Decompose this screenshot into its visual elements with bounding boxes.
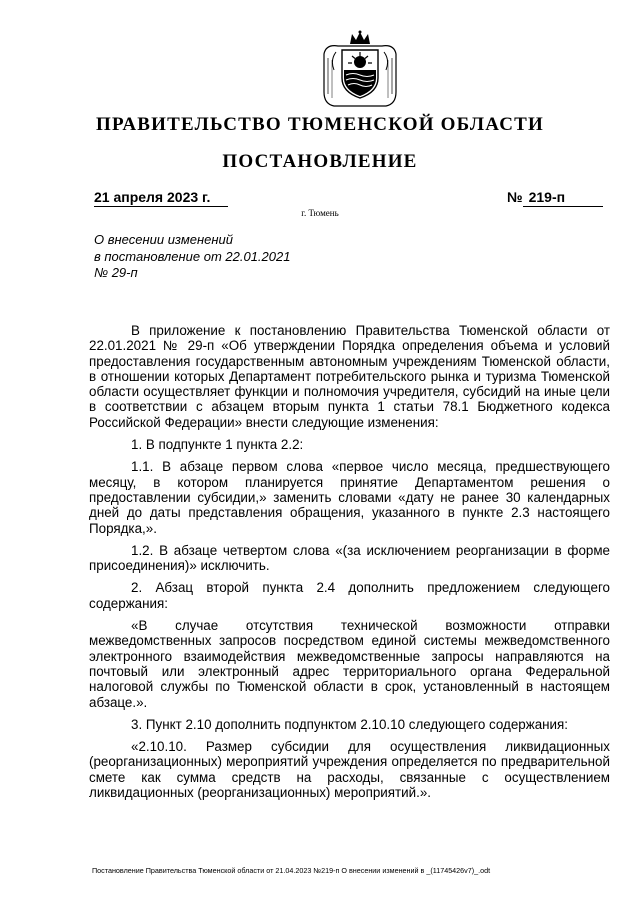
body-paragraph: 2. Абзац второй пункта 2.4 дополнить предложением следующего содержания: <box>89 580 610 611</box>
body-paragraph: 3. Пункт 2.10 дополнить подпунктом 2.10.10 следующего содержания: <box>131 716 568 732</box>
coat-of-arms-icon <box>316 30 404 108</box>
document-body <box>89 323 610 807</box>
page-footer: Постановление Правительства Тюменской области от 21.04.2023 №219-п О внесении изменений в _(11745426v7)_.odt <box>92 866 491 875</box>
document-number <box>507 189 603 207</box>
document-date: 21 апреля 2023 г. <box>94 189 228 207</box>
document-type: ПОСТАНОВЛЕНИЕ <box>222 151 418 172</box>
body-paragraph: 1.2. В абзаце четвертом слова «(за исключением реорганизации в форме присоединения)» исключить. <box>89 542 610 574</box>
body-paragraph: «В случае отсутствия технической возможности отправки межведомственных запросов посредством единой системы межведомственного электронного взаимодействия межведомственные запросы направляются на почтовый или электронный адрес территориального органа Федеральной налоговой службы по Тюменской области в срок, установленный в настоящем абзаце.». <box>89 618 610 710</box>
body-paragraph: 1. В подпункте 1 пункта 2.2: <box>131 437 304 453</box>
body-paragraph: В приложение к постановлению Правительства Тюменской области от 22.01.2021 № 29-п «Об утверждении Порядка определения объема и условий предоставления государственным автономным учреждениям Тюменской области, в отношении которых Департамент потребительского рынка и туризма Тюменской области осуществляет функции и полномочия учредителя, субсидий на иные цели в соответствии с абзацем вторым пункта 1 статьи 78.1 Бюджетного кодекса Российской Федерации» внести следующие изменения: <box>89 323 610 430</box>
subject-line: в постановление от 22.01.2021 <box>94 248 291 264</box>
government-title: ПРАВИТЕЛЬСТВО ТЮМЕНСКОЙ ОБЛАСТИ <box>95 114 545 135</box>
body-paragraph: «2.10.10. Размер субсидии для осуществления ликвидационных (реорганизационных) мероприятий учреждения определяется по предварительной смете как сумма средств на расходы, связанные с осуществлением ликвидационных (реорганизационных) мероприятий.». <box>89 739 610 801</box>
subject-line: О внесении изменений <box>94 232 233 247</box>
number-value: 219-п <box>523 189 603 207</box>
subject-line: № 29-п <box>94 265 138 280</box>
body-paragraph: 1.1. В абзаце первом слова «первое число месяца, предшествующего месяцу, в котором планируется принятие Департаментом решения о предоставлении субсидии,» заменить словами «дату не ранее 30 календарных дней до даты представления обращения, указанного в пункте 2.3 настоящего Порядка,». <box>89 459 610 536</box>
city: г. Тюмень <box>301 208 339 218</box>
number-label: № <box>507 189 523 205</box>
document-subject <box>94 232 290 282</box>
